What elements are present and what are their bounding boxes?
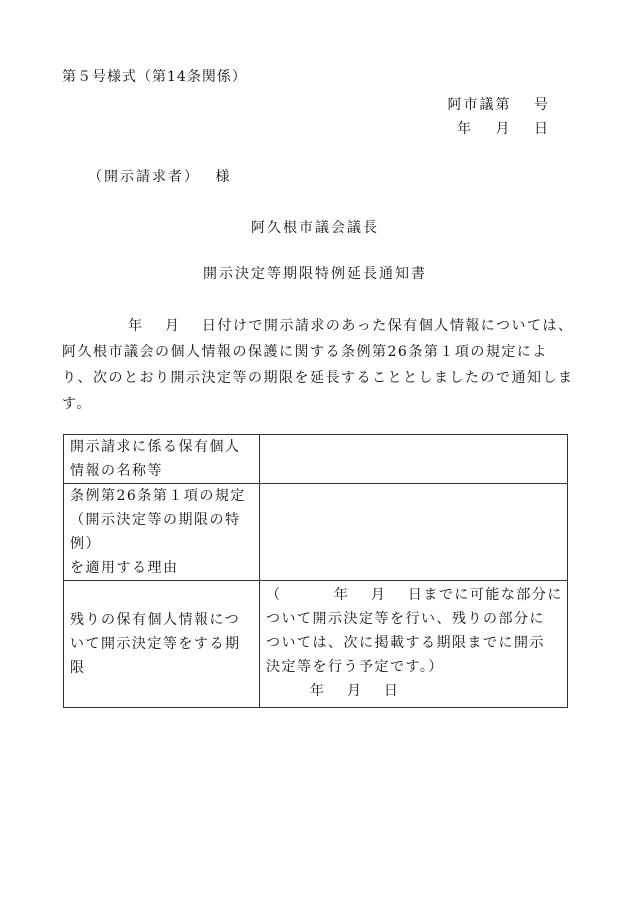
table-cell-label [64,435,260,484]
label-line: 例） [70,536,101,552]
label-line: 限 [70,660,86,676]
label-line: 情報の名称等 [70,463,163,479]
table-row [64,435,568,484]
sender: 阿久根市議会議長 [251,220,379,236]
value-line: 決定等を行う予定です。） [266,659,444,675]
label-line: を適用する理由 [70,560,179,576]
table-cell-value [260,484,568,581]
table-row [64,581,568,708]
value-line: ついて開示決定等を行い、残りの部分に [266,611,545,627]
document-date: 年 月 日 [457,121,550,137]
table-cell-value [260,581,568,708]
document-number: 阿市議第 号 [447,97,550,113]
body-paragraph: 年 月 日付けで開示請求のあった保有個人情報については、阿久根市議会の個人情報の保護に関する条例第26条第１項の規定により、次のとおり開示決定等の期限を延長することとしましたので通知します。 [62,318,574,412]
table-cell-label [64,581,260,708]
label-line: （開示決定等の期限の特 [70,512,241,528]
info-table [63,434,568,708]
form-number: 第５号様式（第14条関係） [62,69,247,85]
addressee: （開示請求者） 様 [88,169,232,185]
table-row [64,484,568,581]
label-line: 条例第26条第１項の規定 [70,488,246,504]
table-cell-value [260,435,568,484]
label-line: 残りの保有個人情報につ [70,612,241,628]
label-line: いて開示決定等をする期 [70,636,241,652]
label-line: 開示請求に係る保有個人 [70,439,241,455]
deadline-date: 年 月 日 [310,683,400,699]
document-title: 開示決定等期限特例延長通知書 [203,266,427,282]
value-line: （ 年 月 日までに可能な部分に [266,587,563,603]
table-cell-label [64,484,260,581]
value-line: ついては、次に掲載する期限までに開示 [266,635,545,651]
